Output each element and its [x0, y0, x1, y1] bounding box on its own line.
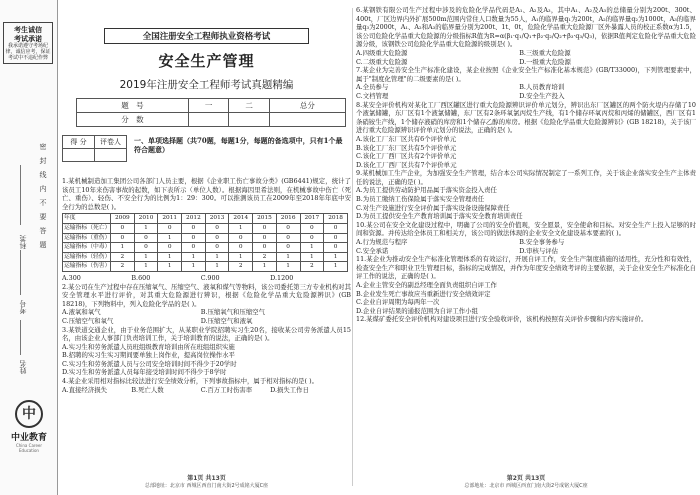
question-11 — [356, 255, 696, 315]
option[interactable]: C.百万工时伤害率 — [200, 385, 253, 394]
score-header: 二 — [229, 99, 269, 113]
section-1-header — [62, 135, 351, 177]
table-cell: 1 — [134, 252, 158, 262]
question-1 — [62, 177, 351, 283]
question-stem: 6.某钢铁有限公司生产过程中涉及的危险化学品代码是A₁、A₂及A₃，其中A₁、A₂及A₃的总储量分别为200t、300t、400t，厂区边界内外扩展500m范围内常住人口数量为55人，A₁的临界量q₁为200t，A₂的临界量q₂为1000t，A₃的临界量q₃为2000t，A₁、A₂和A₃的临界量分别为200t、1t、0t，危险化学品重大危险源厂区外暴露人员的校正系数α为1.5，该公司危险化学品重大危险源的分级指标R值为R=α(β₁·q₁/Q₁+β₂·q₂/Q₂+β₃·q₃/Q₃)，依据R值判定危险化学品重大危险源分级，该钢铁公司危险化学品重大危险源的级别是( )。 — [356, 6, 696, 49]
option[interactable]: B.安全事务参与 — [519, 238, 565, 247]
table-header: 2012 — [182, 214, 206, 224]
table-cell: 0 — [300, 223, 324, 233]
field-line — [20, 250, 21, 295]
option[interactable]: C.对生产设施进行安全评价属于落实设备设施保障责任 — [356, 203, 510, 212]
option[interactable]: C.压缩空气和氧气 — [62, 316, 114, 325]
option[interactable]: D.企业自评结果的通报范围为自评工作小组 — [356, 306, 478, 315]
brand-logo — [6, 400, 52, 453]
question-options — [62, 386, 351, 395]
table-row — [63, 233, 348, 243]
table-cell: 1 — [134, 223, 158, 233]
option[interactable]: D.1200 — [270, 273, 294, 282]
page-2-footer — [356, 475, 696, 490]
question-3 — [62, 326, 351, 378]
question-9 — [356, 169, 696, 221]
table-cell: 2 — [300, 262, 324, 272]
option[interactable]: B.死亡人数 — [131, 385, 164, 394]
question-stem: 1.某机械制造加工集团公司各部门人员主要，根据《企业职工伤亡事故分类》(GB6441)规定，统计了该员工10年来伤害事故的起数，如下表所示（单位人数）。根据海因里希法则，在机械事故中伤亡（死亡、重伤）、轻伤、不安全行为的比例为1：29：300。可以推测该员工在2009年至2018年年底中安全行为的总数是( )。 — [62, 177, 351, 211]
table-cell: 1 — [182, 262, 206, 272]
page-number: 第2页 共13页 — [506, 475, 546, 482]
table-cell: 0 — [158, 243, 182, 253]
option[interactable]: D.安全生产投入 — [519, 91, 565, 100]
table-cell: 1 — [229, 252, 253, 262]
option[interactable]: B.企业发生死亡事故应当重新进行安全绩效评定 — [356, 289, 491, 298]
subject-title: 安全生产管理 — [158, 52, 255, 70]
score-label: 分 数 — [77, 113, 189, 127]
table-cell: 0 — [300, 233, 324, 243]
table-header: 2017 — [300, 214, 324, 224]
option[interactable]: B.招聘的实习生实习期间要单独上岗作业，提高岗位操作水平 — [62, 351, 235, 360]
question-options — [356, 49, 696, 66]
grader-cell — [95, 149, 127, 162]
option[interactable]: B.压缩氧气和压缩空气 — [200, 308, 265, 317]
table-cell: 0 — [182, 233, 206, 243]
grader-cell — [63, 149, 95, 162]
honesty-line-1: 考生诚信 — [14, 25, 42, 34]
table-cell: 0 — [205, 233, 229, 243]
option[interactable]: A.企业主管安全的副总经理全面负责组织自评工作 — [356, 281, 497, 289]
question-options — [62, 274, 351, 283]
section-instructions: 一、单项选择题（共70题，每题1分，每题的备选项中，只有1个最符合题意） — [134, 136, 343, 154]
grader-table — [62, 135, 127, 162]
question-options — [356, 238, 696, 255]
exam-title: 2019年注册安全工程师考试真题精编 — [119, 79, 294, 91]
table-cell: 0 — [182, 223, 206, 233]
table-header: 2015 — [253, 214, 277, 224]
table-cell: 1 — [182, 252, 206, 262]
grader-score-label: 得 分 — [63, 136, 95, 149]
score-cell — [269, 113, 345, 127]
option[interactable]: C.900 — [200, 273, 220, 282]
row-label: 运输指标（轻伤） — [63, 252, 111, 262]
logo-english: China Career Education — [15, 443, 43, 453]
option[interactable]: A.四级重大危险源 — [356, 48, 408, 57]
option[interactable]: A.实习生和劳务派遣人员班组级教育培训由所在班组组织实施 — [62, 342, 235, 351]
table-cell: 0 — [253, 233, 277, 243]
score-header: 总分 — [269, 99, 345, 113]
logo-mark-icon: 中 — [15, 400, 43, 428]
table-cell: 0 — [253, 243, 277, 253]
table-header: 年度 — [63, 214, 111, 224]
table-cell: 0 — [276, 233, 300, 243]
table-cell: 1 — [324, 262, 348, 272]
table-header: 2018 — [324, 214, 348, 224]
option[interactable]: D.实习生和劳务派遣人员每年接受培训时间不得少于8学时 — [62, 368, 227, 377]
field-exam-number: 考号 — [19, 300, 27, 314]
option[interactable]: A.300 — [62, 273, 81, 282]
table-cell: 0 — [324, 223, 348, 233]
row-label: 运输指标（重伤） — [63, 233, 111, 243]
question-6 — [356, 6, 696, 66]
field-subject: 科类 — [19, 235, 27, 249]
table-header: 2016 — [276, 214, 300, 224]
table-cell: 1 — [134, 262, 158, 272]
page-number: 第1页 共13页 — [187, 475, 226, 482]
table-cell: 2 — [111, 252, 135, 262]
table-cell: 1 — [205, 252, 229, 262]
question-10 — [356, 221, 696, 255]
table-cell: 0 — [229, 243, 253, 253]
option[interactable]: A.该化工厂东厂区共有6个评价单元 — [356, 134, 457, 143]
option[interactable]: A.全员参与 — [356, 83, 389, 92]
question-stem: 7.某企业为完善安全生产标准化建设，某企业按照《企业安全生产标准化基本规范》(GB/T33000)，下列管理要素中，属于"制度化管理"的二级要素的是( )。 — [356, 66, 696, 83]
table-cell: 1 — [300, 252, 324, 262]
table-header: 2009 — [111, 214, 135, 224]
table-cell: 1 — [158, 252, 182, 262]
question-options — [62, 308, 351, 325]
table-cell: 0 — [111, 233, 135, 243]
honesty-line-2: 考试承诺 — [14, 34, 42, 43]
option[interactable]: D.压缩空气和液氧 — [200, 316, 253, 325]
score-table — [76, 98, 346, 127]
page-2-column — [356, 6, 696, 490]
table-cell: 2 — [111, 262, 135, 272]
option[interactable]: C.安全承诺 — [356, 246, 389, 255]
option[interactable]: B.600 — [131, 273, 151, 282]
table-cell: 1 — [229, 223, 253, 233]
table-cell: 0 — [229, 233, 253, 243]
option[interactable]: B.为员工缴纳工伤保险属于落实安全管理责任 — [356, 195, 485, 204]
table-cell: 0 — [134, 243, 158, 253]
option[interactable]: C.文档管理 — [356, 91, 389, 100]
honesty-box — [3, 22, 53, 64]
question-stem: 3.某铁道交通企业，由于业务范围扩大，从某职业学院招聘实习生20名，接收某公司劳务派遣人员15名，由该企业人事部门负责培训工作，关于培训教育的说法，正确的是( )。 — [62, 325, 351, 343]
footer-address: 总部地址：北京市 西城区西直门南大街2号成铭大厦C座 — [144, 483, 269, 489]
option[interactable]: A.行为规范与程序 — [356, 238, 408, 247]
score-cell — [229, 113, 269, 127]
table-cell: 0 — [253, 223, 277, 233]
score-header: 题 号 — [77, 99, 189, 113]
field-line — [20, 165, 21, 225]
table-cell: 0 — [205, 223, 229, 233]
seal-line-text: 密封线内不要答题 — [39, 143, 47, 249]
table-cell: 0 — [324, 243, 348, 253]
question-12 — [356, 315, 696, 324]
score-cell — [188, 113, 228, 127]
option[interactable]: C.实习生和劳务派遣人员与公司安全培训时间不得少于20学时 — [62, 359, 237, 368]
table-body — [63, 223, 348, 271]
table-cell: 2 — [229, 262, 253, 272]
exam-banner: 全国注册安全工程师执业资格考试 — [104, 28, 309, 44]
grader-label: 评卷人 — [95, 136, 127, 149]
option[interactable]: C.二级重大危险源 — [356, 57, 408, 66]
field-line — [20, 320, 21, 355]
table-row — [63, 262, 348, 272]
table-header: 2013 — [205, 214, 229, 224]
honesty-note: 我承诺遵守考场纪律，诚信应考，保证考试中不违纪作弊 — [5, 43, 51, 61]
option[interactable]: D.审核与评估 — [519, 246, 559, 255]
binding-margin — [0, 0, 58, 495]
table-header: 2014 — [229, 214, 253, 224]
table-cell: 1 — [158, 233, 182, 243]
column-divider — [352, 8, 353, 486]
question-stem: 2.某公司在生产过程中存在压缩氧气、压缩空气、液氧和煤气等物料，该公司委托第三方专业机构对其安全管理水平进行评价，对其重大危险源进行辨识，根据《危险化学品重大危险源辨识》(GB 18218)，下列物料中，列入危险化学品的是( )。 — [62, 282, 351, 308]
accident-table — [62, 213, 348, 272]
table-cell: 0 — [182, 243, 206, 253]
question-stem: 9.某机械加工生产企业，为加强安全生产管理，结合本公司实际情况制定了一系列工作，关于该企业落实安全生产主体责任的说法，正确的是( )。 — [356, 169, 696, 186]
row-label: 运输指标（中毒） — [63, 243, 111, 253]
question-4 — [62, 377, 351, 394]
table-cell: 1 — [276, 252, 300, 262]
option[interactable]: A.直接经济损失 — [62, 385, 107, 394]
option[interactable]: D.为员工提供安全生产教育培训属于落实安全教育培训责任 — [356, 212, 523, 221]
table-header: 2011 — [158, 214, 182, 224]
question-stem: 10.某公司在安全文化建设过程中，明确了公司的安全价值观，安全愿景，安全使命和目标。对安全生产上投入足够的时间和资源。并传达给全体员工和相关方，该公司的做法体现的企业安全文化建设基本要素的( )。 — [356, 220, 696, 238]
option[interactable]: B.三级重大危险源 — [519, 48, 571, 57]
page-1-footer — [62, 475, 351, 490]
question-8 — [356, 101, 696, 170]
table-row — [63, 223, 348, 233]
option[interactable]: B.该化工厂东厂区共有5个评价单元 — [356, 143, 457, 152]
table-cell: 2 — [253, 252, 277, 262]
question-2 — [62, 283, 351, 326]
question-options — [356, 83, 696, 100]
option[interactable]: A.为员工提供劳动防护用品属于落实资金投入责任 — [356, 186, 497, 195]
table-cell: 1 — [205, 262, 229, 272]
table-cell: 0 — [324, 233, 348, 243]
table-cell: 0 — [276, 223, 300, 233]
footer-address: 总部地址：北京市 西城区西直门南大街2号成铭大厦C座 — [464, 483, 588, 489]
table-cell: 1 — [324, 252, 348, 262]
question-stem: 12.某煤矿委托安全评价机构对建设项目进行安全验收评价，该机构按照有关评价步骤和内容实施评价。 — [356, 315, 648, 324]
table-cell: 1 — [276, 262, 300, 272]
score-header: 一 — [188, 99, 228, 113]
page-1-column — [62, 6, 351, 490]
table-cell: 1 — [111, 243, 135, 253]
table-cell: 0 — [158, 223, 182, 233]
option[interactable]: D.一级重大危险源 — [519, 57, 571, 66]
table-cell: 1 — [253, 262, 277, 272]
table-row — [63, 243, 348, 253]
option[interactable]: A.液氧和氧气 — [62, 308, 101, 317]
table-cell: 0 — [276, 243, 300, 253]
option[interactable]: C.该化工厂西厂区共有2个评价单元 — [356, 152, 457, 161]
table-header: 2010 — [134, 214, 158, 224]
table-row — [63, 252, 348, 262]
question-7 — [356, 66, 696, 100]
table-cell: 0 — [134, 233, 158, 243]
row-label: 运输指标（死亡） — [63, 223, 111, 233]
option[interactable]: D.损失工作日 — [270, 385, 309, 394]
table-cell: 1 — [158, 262, 182, 272]
table-cell: 0 — [205, 243, 229, 253]
question-stem: 11.某企业为推动安全生产标准化管理体系的有效运行，开展自评工作，安全生产制度措施的适用性，充分性和有效性，检查安全生产和职业卫生管理目标，指标的完成情况，并作为年度安全绩效考评的主要依据，关于企业安全生产标准化自评工作的说法，正确的是( )。 — [356, 255, 696, 281]
question-stem: 4.某企业采用相对指标比较法进行安全绩效分析，下列事故指标中，属于相对指标的是( )。 — [62, 377, 318, 386]
field-name: 姓名 — [19, 360, 27, 374]
option[interactable]: D.该化工厂西厂区共有7个评价单元 — [356, 160, 457, 169]
option[interactable]: C.企业自评周期为每两年一次 — [356, 298, 440, 307]
option[interactable]: B.人员教育培训 — [519, 83, 565, 92]
table-cell: 0 — [111, 223, 135, 233]
table-cell: 1 — [300, 243, 324, 253]
question-stem: 8.某安全评价机构对某化工厂西区罐区进行重大危险源辨识评价单元划分，辨识出东厂区罐区的两个防火堤内存储了10个液氯储罐，东厂区有1个液氯储罐，东厂区有2条环氧氯丙烷生产线，有1个储存环氧丙烷和丙烯的储罐区，西厂区有1条硝铵生产线，1个储存液硝的库房和1个储存乙醇的库房。根据《危险化学品重大危险源辨识》(GB 18218)，关于该厂进行重大危险源辨识评价单元划分的说法，正确的是( )。 — [356, 100, 696, 135]
logo-name: 中业教育 — [10, 433, 47, 443]
row-label: 运输指标（伤害） — [63, 262, 111, 272]
